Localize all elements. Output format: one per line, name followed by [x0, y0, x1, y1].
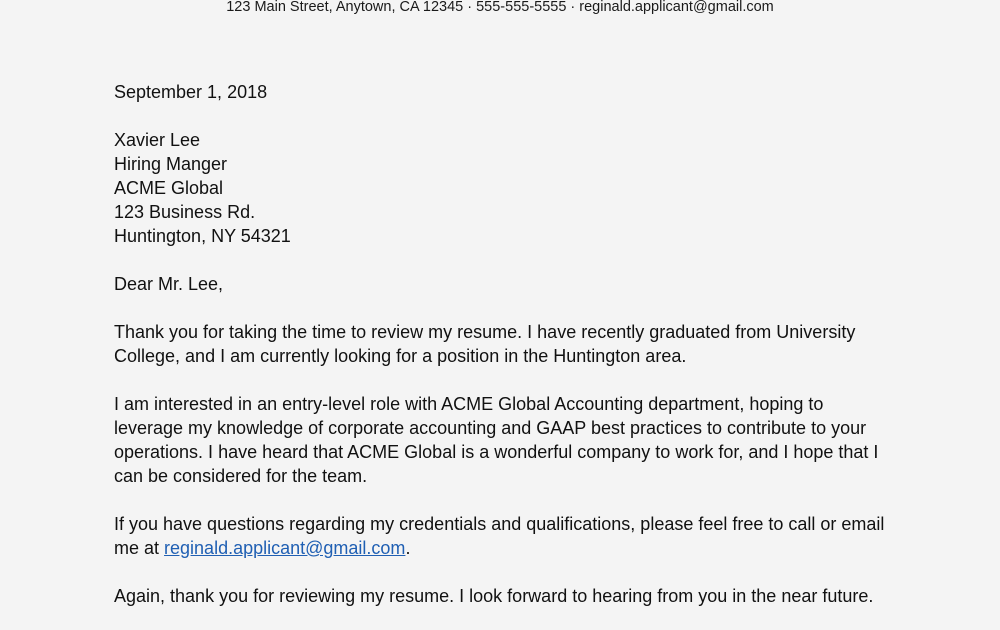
paragraph-closing: Again, thank you for reviewing my resume. I look forward to hearing from you in the near future. — [114, 586, 874, 606]
paragraph-interest: I am interested in an entry-level role with ACME Global Accounting department, hoping to leverage my knowledge of corporate accounting and GAAP best practices to contribute to your operations. I have heard that ACME Global is a wonderful company to work for, and I hope that I can be considered for the team. — [114, 394, 879, 486]
paragraph-contact — [114, 512, 894, 560]
paragraph-intro: Thank you for taking the time to review my resume. I have recently graduated from University College, and I am currently looking for a position in the Huntington area. — [114, 322, 856, 366]
letter-date: September 1, 2018 — [114, 82, 268, 102]
paragraph-contact-period: . — [405, 538, 411, 558]
recipient-name: Xavier Lee — [114, 130, 201, 150]
recipient-city-state-zip: Huntington, NY 54321 — [114, 226, 291, 246]
recipient-address-block — [114, 128, 894, 248]
recipient-street: 123 Business Rd. — [114, 202, 256, 222]
salutation: Dear Mr. Lee, — [114, 274, 224, 294]
paragraph-contact-text: If you have questions regarding my credentials and qualifications, please feel free to call or email me at — [114, 514, 885, 558]
recipient-company: ACME Global — [114, 178, 224, 198]
email-link[interactable]: reginald.applicant@gmail.com — [164, 538, 406, 558]
recipient-title: Hiring Manger — [114, 154, 228, 174]
contact-header: 123 Main Street, Anytown, CA 12345 · 555-555-5555 · reginald.applicant@gmail.com — [226, 0, 774, 15]
letter-body — [114, 80, 894, 630]
